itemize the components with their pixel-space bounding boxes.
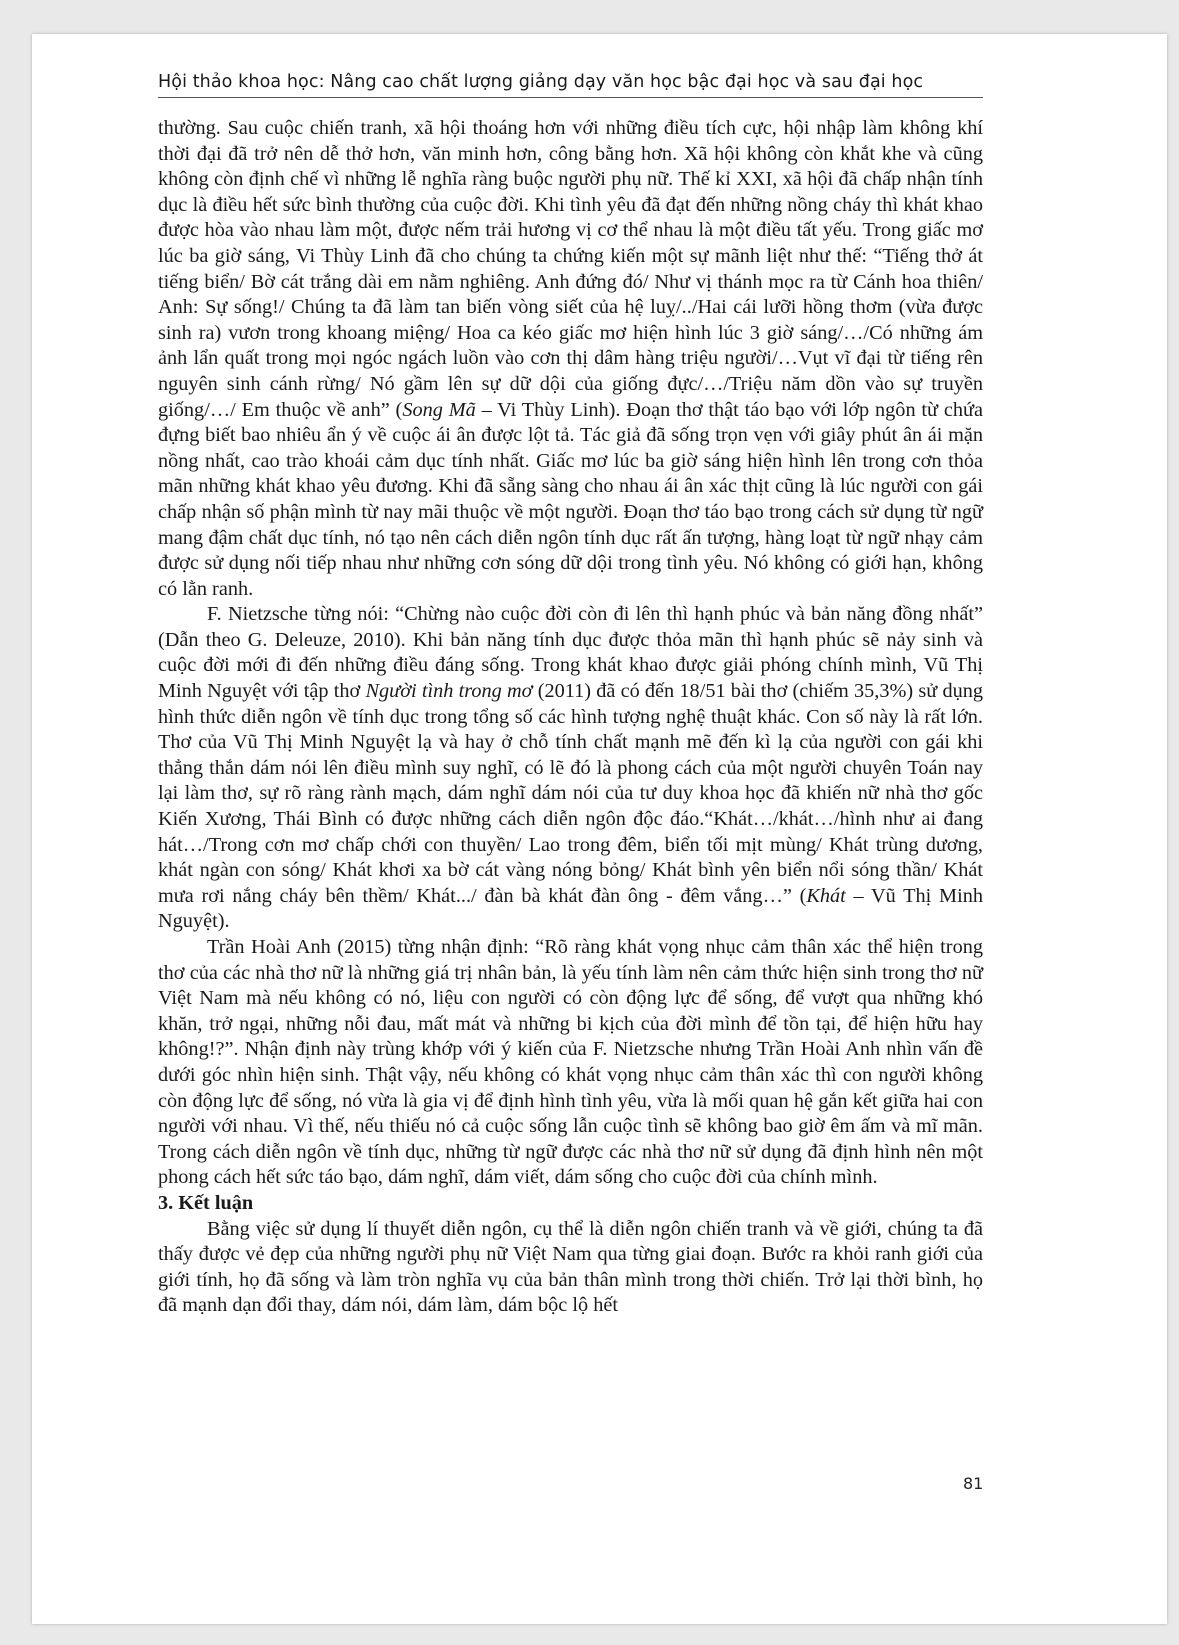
- running-header: Hội thảo khoa học: Nâng cao chất lượng giảng dạy văn học bậc đại học và sau đại học: [158, 72, 924, 92]
- paragraph-continuation: [158, 116, 983, 602]
- text-run: – Vũ Thị Minh Nguyệt).: [158, 884, 983, 933]
- section-heading: 3. Kết luận: [158, 1191, 254, 1214]
- text-run: (2011) đã có đến 18/51 bài thơ (chiếm 35,3%) sử dụng hình thức diễn ngôn về tính dục trong tổng số các hình tượng nghệ thuật khác. Con số này là rất lớn. Thơ của Vũ Thị Minh Nguyệt lạ và hay ở chỗ tính chất mạnh mẽ đến kì lạ của người con gái khi thẳng thắn dám nói lên điều mình suy nghĩ, có lẽ đó là phong cách của một người chuyên Toán nay lại làm thơ, sự rõ ràng rành mạch, dám nghĩ dám nói của tư duy khoa học đã khiến nữ nhà thơ gốc Kiến Xương, Thái Bình có được những cách diễn ngôn độc đáo.“Khát…/khát…/hình như ai đang hát…/Trong cơn mơ chấp chới con thuyền/ Lao trong đêm, biển tối mịt mùng/ Khát trùng dương, khát ngàn con sóng/ Khát khơi xa bờ cát vàng nóng bỏng/ Khát bình yên biển nổi sóng thần/ Khát mưa rơi nắng cháy bên thềm/ Khát.../ đàn bà khát đàn ông - đêm vắng…” (: [158, 680, 984, 907]
- body-text: [158, 116, 983, 1319]
- header-rule: [158, 97, 983, 98]
- paragraph-tran-hoai-anh: Trần Hoài Anh (2015) từng nhận định: “Rõ ràng khát vọng nhục cảm thân xác thể hiện trong thơ của các nhà thơ nữ là những giá trị nhân bản, là yếu tính làm nên cảm thức hiện sinh trong thơ nữ Việt Nam mà nếu không có nó, liệu con người có còn động lực để sống, để vượt qua những khó khăn, trở ngại, những nỗi đau, mất mát và những bi kịch của đời mình để tồn tại, để hiện hữu hay không!?”. Nhận định này trùng khớp với ý kiến của F. Nietzsche nhưng Trần Hoài Anh nhìn vấn đề dưới góc nhìn hiện sinh. Thật vậy, nếu không có khát vọng nhục cảm thân xác thì con người không còn động lực để sống, nó vừa là gia vị để định hình tình yêu, vừa là mối quan hệ gắn kết giữa hai con người với nhau. Vì thế, nếu thiếu nó cả cuộc sống lẫn cuộc tình sẽ không bao giờ êm ấm và mĩ mãn. Trong cách diễn ngôn về tính dục, những từ ngữ được các nhà thơ nữ sử dụng đã định hình nên một phong cách hết sức táo bạo, dám nghĩ, dám viết, dám sống cho cuộc đời của chính mình.: [158, 936, 983, 1189]
- page-number: 81: [963, 1474, 984, 1493]
- italic-title: Khát: [806, 884, 846, 907]
- paragraph-conclusion: Bằng việc sử dụng lí thuyết diễn ngôn, cụ thể là diễn ngôn chiến tranh và về giới, chúng ta đã thấy được vẻ đẹp của những người phụ nữ Việt Nam qua từng giai đoạn. Bước ra khỏi ranh giới của giới tính, họ đã sống và làm tròn nghĩa vụ của bản thân mình trong thời chiến. Trở lại thời bình, họ đã mạnh dạn đổi thay, dám nói, dám làm, dám bộc lộ hết: [158, 1217, 983, 1317]
- text-run: – Vi Thùy Linh). Đoạn thơ thật táo bạo với lớp ngôn từ chứa đựng biết bao nhiêu ẩn ý về cuộc ái ân được lột tả. Tác giả đã sống trọn vẹn với giây phút ân ái mặn nồng nhất, cao trào khoái cảm dục tính nhất. Giấc mơ lúc ba giờ sáng hiện hình lên trong cơn thỏa mãn những khát khao yêu đương. Khi đã sẵng sàng cho nhau ái ân xác thịt cũng là lúc người con gái chấp nhận số phận mình từ nay mãi thuộc về một người. Đoạn thơ táo bạo trong cách sử dụng từ ngữ mang đậm chất dục tính, nó tạo nên cách diễn ngôn tính dục rất ấn tượng, hàng loạt từ ngữ nhạy cảm được sử dụng nối tiếp nhau như những cơn sóng dữ dội trong tình yêu. Nó không có giới hạn, không có lằn ranh.: [158, 398, 984, 600]
- italic-title: Người tình trong mơ: [365, 680, 533, 703]
- text-run: F. Nietzsche từng nói: “Chừng nào cuộc đời còn đi lên thì hạnh phúc và bản năng đồng nhất” (Dẫn theo G. Deleuze, 2010). Khi bản năng tính dục được thỏa mãn thì hạnh phúc sẽ nảy sinh và cuộc đời mới đi đến những điều đáng sống. Trong khát khao được giải phóng chính mình, Vũ Thị Minh Nguyệt với tập thơ: [158, 603, 983, 703]
- italic-title: Song Mã: [402, 398, 476, 421]
- paragraph-nietzsche: [158, 602, 983, 935]
- text-run: thường. Sau cuộc chiến tranh, xã hội thoáng hơn với những điều tích cực, hội nhập làm không khí thời đại đã trở nên dễ thở hơn, văn minh hơn, công bằng hơn. Xã hội không còn khắt khe và cũng không còn định chế vì những lễ nghĩa ràng buộc người phụ nữ. Thế kỉ XXI, xã hội đã chấp nhận tính dục là điều hết sức bình thường của cuộc đời. Khi tình yêu đã đạt đến những nồng cháy thì khát khao được hòa vào nhau làm một, được nếm trải hương vị cơ thể nhau là một điều tất yếu. Trong giấc mơ lúc ba giờ sáng, Vi Thùy Linh đã cho chúng ta chứng kiến một sự mãnh liệt như thế: “Tiếng thở át tiếng biển/ Bờ cát trắng dài em nằm nghiêng. Anh đứng đó/ Như vị thánh mọc ra từ Cánh hoa thiên/ Anh: Sự sống!/ Chúng ta đã làm tan biến vòng siết của hệ luỵ/../Hai cái lưỡi hồng thơm (vừa được sinh ra) vươn trong khoang miệng/ Hoa ca kéo giấc mơ hiện hình lúc 3 giờ sáng/…/Có những ám ảnh lẩn quất trong mọi ngóc ngách luồn vào cơn thị dâm hàng triệu người/…Vụt vĩ đại từ tiếng rên nguyên sinh cánh rừng/ Nó gầm lên sự dữ dội của giống đực/…/Triệu năm dồn vào sự truyền giống/…/ Em thuộc về anh” (: [158, 117, 983, 421]
